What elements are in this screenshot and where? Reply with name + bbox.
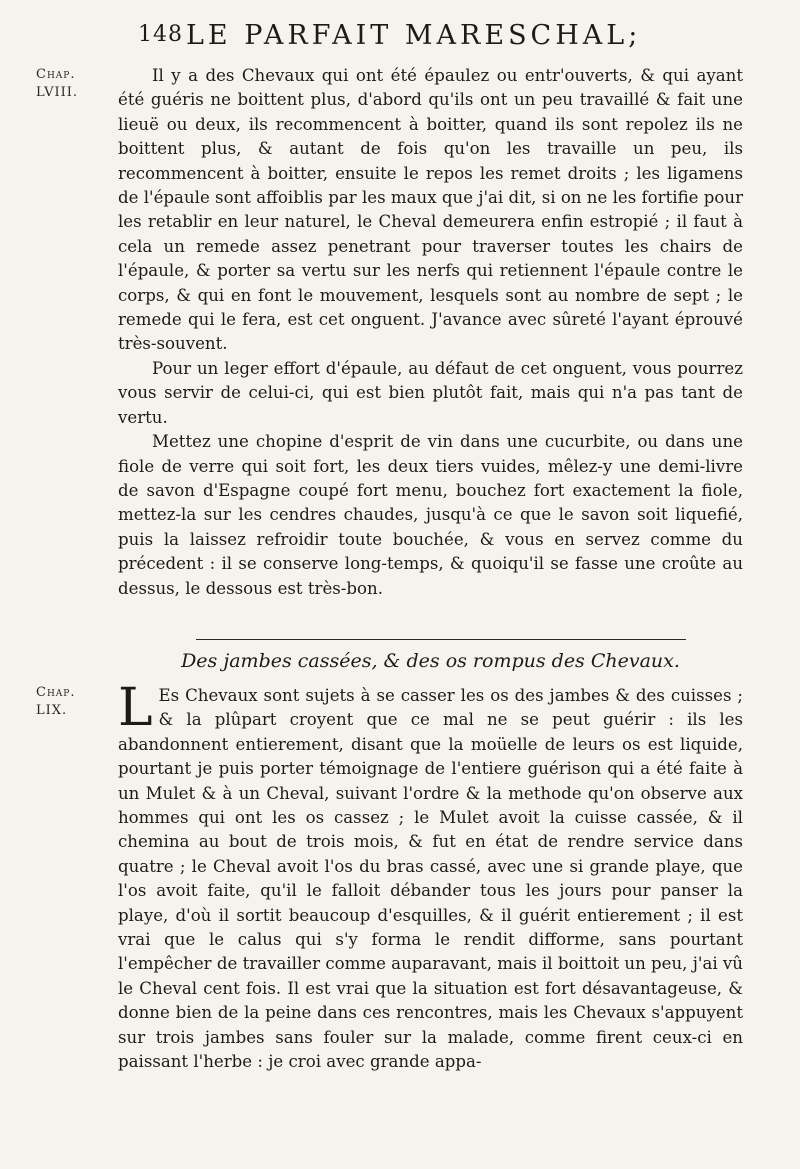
drop-cap: L: [118, 678, 153, 738]
chapter-label: Chap.: [36, 67, 76, 82]
paragraph: Pour un leger effort d'épaule, au défaut de cet onguent, vous pourrez vous servir de celui-ci, qui est bien plutôt fait, mais qui n'a pas tant de vertu.: [118, 358, 743, 427]
chapter-label: Chap.: [36, 685, 76, 700]
chapter-marker-top: [36, 66, 78, 102]
body-text-top: [118, 64, 743, 601]
body-text-section: [118, 678, 743, 1075]
chapter-marker-bottom: [36, 684, 75, 720]
section-title: Des jambes cassées, & des os rompus des Chevaux.: [181, 650, 680, 672]
chapter-number: LIX.: [36, 703, 68, 718]
section-paragraph: [118, 678, 743, 1075]
section-divider: [196, 639, 686, 640]
paragraph: Il y a des Chevaux qui ont été épaulez ou entr'ouverts, & qui ayant été guéris ne boittent plus, d'abord qu'ils ont un peu travaillé & fait une lieuë ou deux, ils recommencent à boitter, quand ils sont repolez ils ne boittent plus, & autant de fois qu'on les travaille un peu, ils recommencent à boitter, ensuite le repos les remet droits ; les ligamens de l'épaule sont affoiblis par les maux que j'ai dit, si on ne les fortifie pour les retablir en leur naturel, le Cheval demeurera enfin estropié ; il faut à cela un remede assez penetrant pour traverser toutes les chairs de l'épaule, & porter sa vertu sur les nerfs qui retiennent l'épaule contre le corps, & qui en font le mouvement, lesquels sont au nombre de sept ; le remede qui le fera, est cet onguent. J'avance avec sûreté l'ayant éprouvé très-souvent.: [118, 66, 743, 354]
page-number: 148: [138, 22, 183, 47]
section-paragraph-text: Es Chevaux sont sujets à se casser les os des jambes & des cuisses ; & la plûpart croyent que ce mal ne se peut guérir : ils les abandonnent entierement, disant que la moüelle de leurs os est liquide, pourtant je puis porter témoignage de l'entiere guérison qui a été faite à un Mulet & à un Cheval, suivant l'ordre & la methode qu'on observe aux hommes qui ont les os cassez ; le Mulet avoit la cuisse cassée, & il chemina au bout de trois mois, & fut en état de rendre service dans quatre ; le Cheval avoit l'os du bras cassé, avec une si grande playe, que l'os avoit faite, qu'il le falloit débander tous les jours pour panser la playe, d'où il sortit beaucoup d'esquilles, & il guérit entierement ; il est vrai que le calus qui s'y forma le rendit difforme, sans pourtant l'empêcher de travailler comme auparavant, mais il boittoit un peu, j'ai vû le Cheval cent fois. Il est vrai que la situation est fort désavantageuse, & donne bien de la peine dans ces rencontres, mais les Chevaux s'appuyent sur trois jambes sans fouler sur la malade, comme firent ceux-ci en paissant l'herbe : je croi avec grande appa-: [118, 686, 743, 1072]
page-header: [120, 14, 720, 60]
paragraph: Mettez une chopine d'esprit de vin dans une cucurbite, ou dans une fiole de verre qui soit fort, les deux tiers vuides, mêlez-y une demi-livre de savon d'Espagne coupé fort menu, bouchez fort exactement la fiole, mettez-la sur les cendres chaudes, jusqu'à ce que le savon soit liquefié, puis la laissez refroidir toute bouchée, & vous en servez comme du précedent : il se conserve long-temps, & quoiqu'il se fasse une croûte au dessus, le dessous est très-bon.: [118, 432, 743, 598]
chapter-number: LVIII.: [36, 85, 79, 100]
running-title: LE PARFAIT MARESCHAL;: [186, 20, 642, 51]
